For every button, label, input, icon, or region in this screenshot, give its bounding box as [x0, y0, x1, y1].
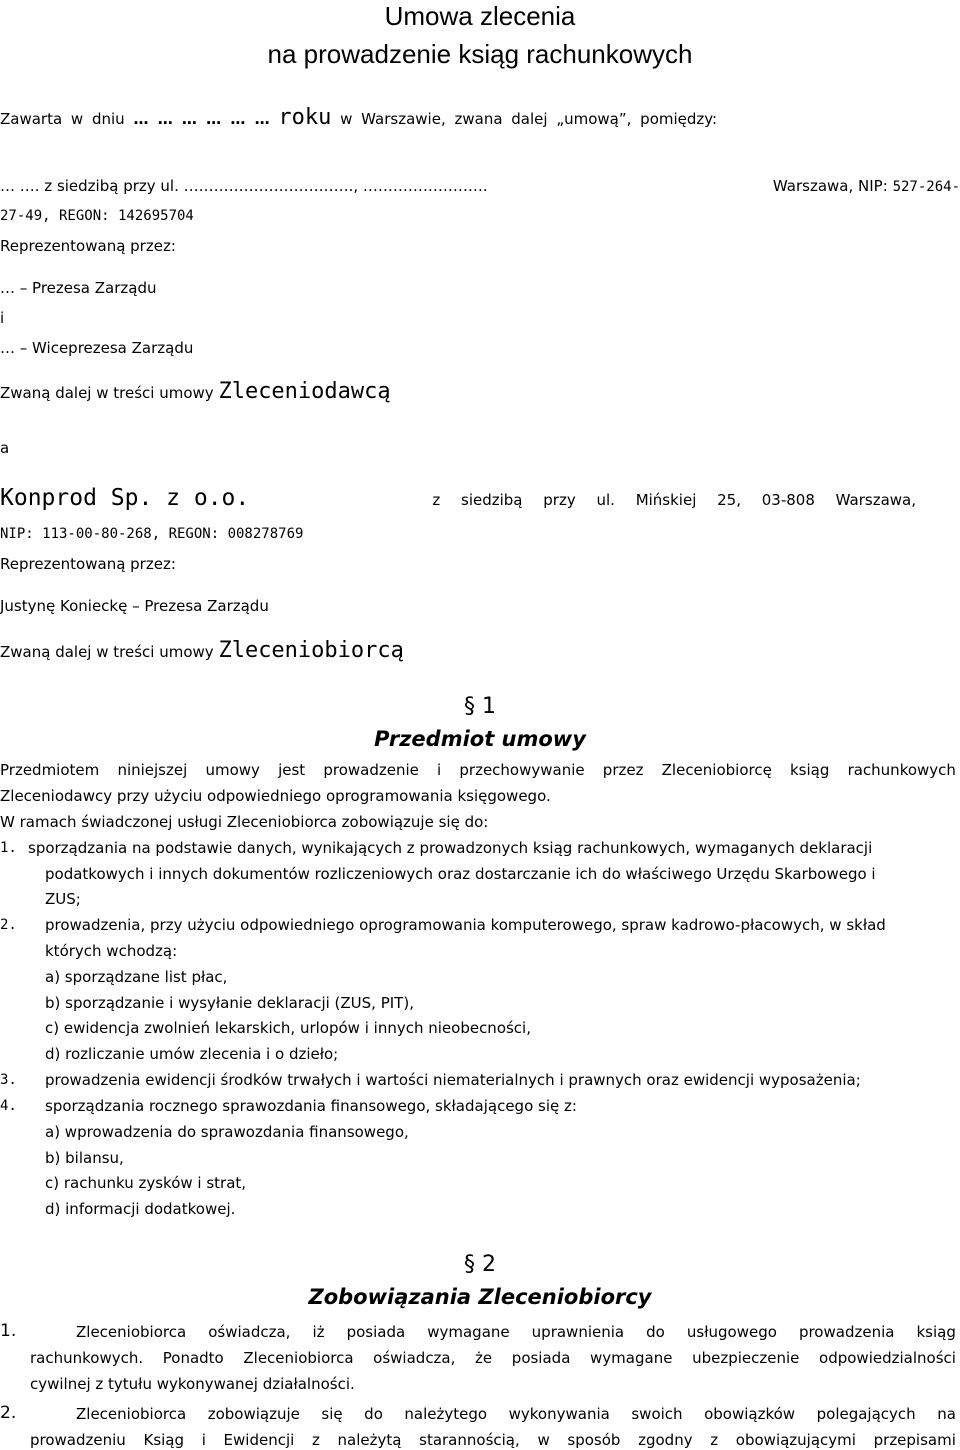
word: z	[710, 1431, 719, 1449]
word: Ponadto	[162, 1349, 224, 1367]
word: posiada	[511, 1349, 571, 1367]
word: prowadzenia	[798, 1323, 895, 1341]
section-2-heading: Zobowiązania Zleceniobiorcy	[308, 1285, 652, 1309]
s1-item-4-sub-b: b) bilansu,	[45, 1149, 124, 1167]
party1-address: … …. z siedzibą przy ul. ……………………………., …………………….	[0, 177, 488, 195]
word: Przedmiotem	[0, 761, 100, 779]
party1-role: Zleceniodawcą	[218, 379, 391, 404]
word: i	[437, 761, 442, 779]
word: odpowiedzialności	[819, 1349, 956, 1367]
s1-item-2-sub-b: b) sporządzanie i wysyłanie deklaracji (ZUS, PIT),	[45, 994, 414, 1012]
word: zobowiązuje	[207, 1405, 300, 1423]
party1-conj: i	[0, 309, 5, 327]
word: ksiąg	[790, 761, 830, 779]
s1-item-4-text: sporządzania rocznego sprawozdania finansowego, składającego się z:	[45, 1097, 577, 1115]
s1-item-4-sub-c: c) rachunku zysków i strat,	[45, 1174, 247, 1192]
word: przechowywanie	[459, 761, 585, 779]
word: Ewidencji	[223, 1431, 295, 1449]
s1-item-3-text: prowadzenia ewidencji środków trwałych i wartości niematerialnych i prawnych oraz ewidencji wyposażenia;	[45, 1071, 861, 1089]
word: swoich	[631, 1405, 683, 1423]
word: wykonywania	[508, 1405, 610, 1423]
s1-item-2-sub-c: c) ewidencja zwolnień lekarskich, urlopów i innych nieobecności,	[45, 1019, 531, 1037]
word: zgodny	[638, 1431, 693, 1449]
word: że	[475, 1349, 493, 1367]
word: w	[537, 1431, 550, 1449]
s1-paragraph-line-2: Zleceniodawcy przy użyciu odpowiedniego oprogramowania księgowego.	[0, 787, 551, 805]
s1-item-2-line-2: których wchodzą:	[45, 942, 178, 960]
party2-called-text: Zwaną dalej w treści umowy	[0, 643, 214, 661]
word: polegających	[816, 1405, 916, 1423]
s1-intro-list: W ramach świadczonej usługi Zleceniobiorca zobowiązuje się do:	[0, 813, 489, 831]
s1-item-1-line-1: sporządzania na podstawie danych, wynikających z prowadzonych ksiąg rachunkowych, wymaganych deklaracji	[28, 839, 873, 857]
s1-item-1-line-2: podatkowych i innych dokumentów rozliczeniowych oraz dostarczanie ich do właściwego Urzędu Skarbowego i	[45, 865, 876, 883]
word: i	[201, 1431, 206, 1449]
word: ubezpieczenie	[692, 1349, 800, 1367]
word: przepisami	[873, 1431, 956, 1449]
word: posiada	[346, 1323, 406, 1341]
word: starannością,	[419, 1431, 520, 1449]
word: jest	[278, 761, 306, 779]
word: oświadcza,	[373, 1349, 456, 1367]
s1-item-2-sub-d: d) rozliczanie umów zlecenia i o dzieło;	[45, 1045, 339, 1063]
word: Ksiąg	[143, 1431, 185, 1449]
intro-line	[0, 105, 718, 130]
word: Zleceniobiorca	[76, 1323, 187, 1341]
s2-item-2-line-2	[30, 1430, 956, 1450]
s1-item-2-sub-a: a) sporządzane list płac,	[45, 968, 228, 986]
word: należytego	[404, 1405, 488, 1423]
party2-name-line	[0, 485, 916, 511]
word: Zleceniobiorcę	[661, 761, 772, 779]
document-subtitle: na prowadzenie ksiąg rachunkowych	[267, 39, 693, 69]
word: z	[311, 1431, 320, 1449]
intro-text-1: Zawarta w dniu	[0, 110, 125, 128]
s2-item-1-line-2	[30, 1348, 956, 1368]
word: na	[937, 1405, 956, 1423]
word: prowadzenie	[323, 761, 419, 779]
intro-text-2: w Warszawie, zwana dalej „umową”, pomiędzy:	[340, 110, 718, 128]
word: się	[321, 1405, 343, 1423]
word: sposób	[567, 1431, 621, 1449]
word: ksiąg	[916, 1323, 956, 1341]
document-title: Umowa zlecenia	[384, 1, 576, 31]
word: wymagane	[590, 1349, 673, 1367]
s1-item-3-number: 3.	[0, 1072, 17, 1088]
s2-item-1-line-3: cywilnej z tytułu wykonywanej działalności.	[30, 1375, 355, 1393]
s1-item-2-number: 2.	[0, 917, 17, 933]
party2-name: Konprod Sp. z o.o.	[0, 485, 250, 511]
party2-represented: Reprezentowaną przez:	[0, 555, 176, 573]
word: usługowego	[686, 1323, 777, 1341]
section-2-number: § 2	[464, 1252, 496, 1277]
party1-address-line	[0, 176, 960, 197]
party2-address: z siedzibą przy ul. Mińskiej 25, 03-808 Warszawa,	[432, 491, 916, 509]
s1-paragraph-line-1	[0, 760, 956, 780]
word: umowy	[205, 761, 260, 779]
word: należytą	[337, 1431, 402, 1449]
intro-date-blank: … … … … … …	[133, 110, 270, 128]
party1-regon: 27-49, REGON: 142695704	[0, 208, 194, 224]
word: oświadcza,	[208, 1323, 291, 1341]
word: niniejszej	[117, 761, 188, 779]
word: Zleceniobiorca	[243, 1349, 354, 1367]
word: prowadzeniu	[30, 1431, 126, 1449]
s2-item-2-line-1	[76, 1404, 956, 1424]
word: obowiązującymi	[735, 1431, 856, 1449]
s1-item-4-sub-a: a) wprowadzenia do sprawozdania finansowego,	[45, 1123, 409, 1141]
word: do	[364, 1405, 383, 1423]
s1-item-1-line-3: ZUS;	[45, 890, 81, 908]
s2-item-1-line-1	[76, 1322, 956, 1342]
party2-rep: Justynę Konieckę – Prezesa Zarządu	[0, 597, 269, 615]
party1-city: Warszawa, NIP:	[772, 177, 888, 195]
party1-nip: 527-264-	[892, 179, 960, 195]
intro-roku: roku	[278, 105, 332, 130]
party1-rep-2: … – Wiceprezesa Zarządu	[0, 339, 194, 357]
party1-rep-1: … – Prezesa Zarządu	[0, 279, 157, 297]
party1-called	[0, 379, 391, 404]
party2-called	[0, 638, 404, 663]
party2-role: Zleceniobiorcą	[218, 638, 404, 663]
section-1-heading: Przedmiot umowy	[374, 727, 586, 751]
s1-item-4-sub-d: d) informacji dodatkowej.	[45, 1200, 236, 1218]
s2-item-2-number: 2.	[0, 1403, 17, 1423]
word: Zleceniobiorca	[76, 1405, 187, 1423]
s1-item-2-line-1: prowadzenia, przy użyciu odpowiedniego oprogramowania komputerowego, spraw kadrowo-płacowych, w skład	[45, 916, 886, 934]
word: obowiązków	[704, 1405, 796, 1423]
word: rachunkowych	[847, 761, 956, 779]
party1-represented: Reprezentowaną przez:	[0, 237, 176, 255]
s1-item-1-number: 1.	[0, 840, 17, 856]
word: rachunkowych.	[30, 1349, 144, 1367]
word: wymagane	[427, 1323, 510, 1341]
section-1-number: § 1	[464, 694, 496, 719]
word: przez	[602, 761, 644, 779]
party2-nip-regon: NIP: 113-00-80-268, REGON: 008278769	[0, 526, 304, 542]
party1-called-text: Zwaną dalej w treści umowy	[0, 384, 214, 402]
word: uprawnienia	[531, 1323, 625, 1341]
s1-item-4-number: 4.	[0, 1098, 17, 1114]
word: iż	[312, 1323, 325, 1341]
word: do	[646, 1323, 665, 1341]
s2-item-1-number: 1.	[0, 1321, 17, 1341]
party-separator: a	[0, 439, 10, 457]
